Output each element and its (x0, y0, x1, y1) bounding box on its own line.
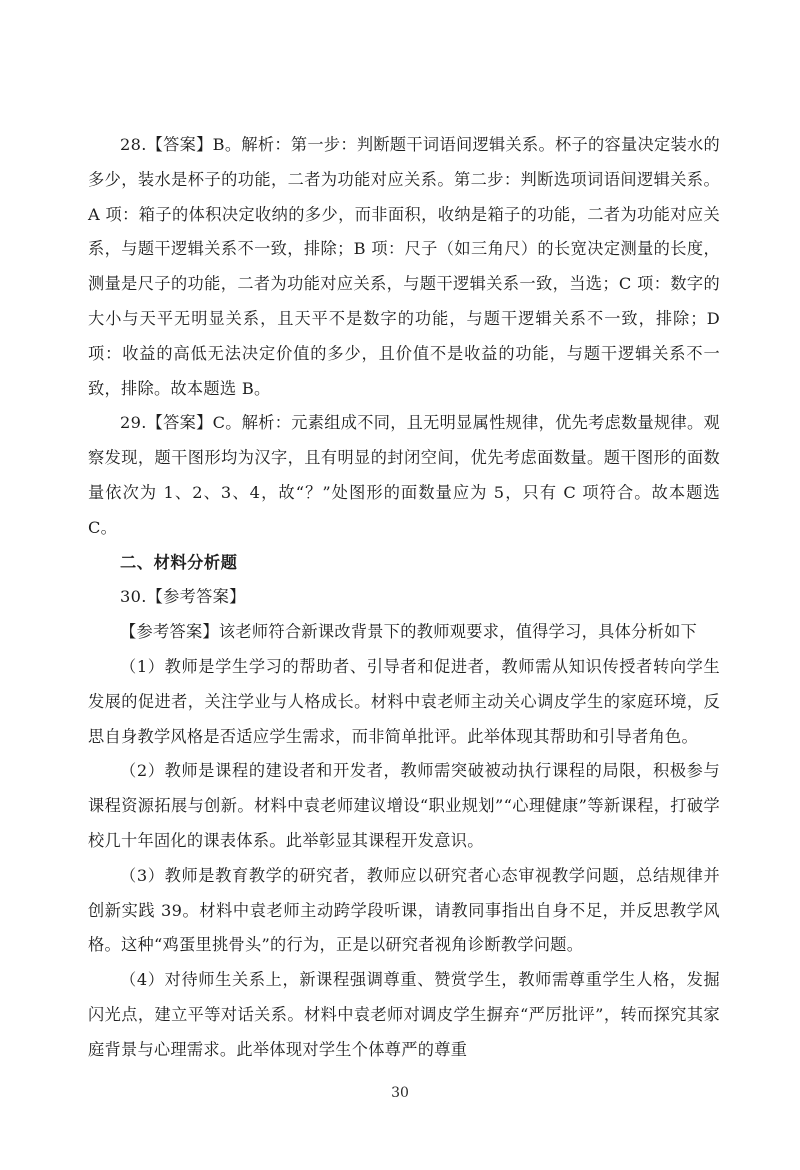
question-30-heading: 30.【参考答案】 (120, 587, 246, 607)
answer-point-3: （3）教师是教育教学的研究者，教师应以研究者心态审视教学问题，总结规律并创新实践 39。材料中袁老师主动跨学段听课，请教同事指出自身不足，并反思教学风格。这种“鸡蛋里挑骨头”的行为，正是以研究者视角诊断教学问题。 (88, 865, 720, 955)
answer-28-paragraph: 28.【答案】B。解析：第一步：判断题干词语间逻辑关系。杯子的容量决定装水的多少，装水是杯子的功能，二者为功能对应关系。第二步：判断选项词语间逻辑关系。A 项：箱子的体积决定收纳的多少，而非面积，收纳是箱子的功能，二者为功能对应关系，与题干逻辑关系不一致，排除；B 项：尺子（如三角尺）的长宽决定测量的长度，测量是尺子的功能，二者为功能对应关系，与题干逻辑关系一致，当选；C 项：数字的大小与天平无明显关系，且天平不是数字的功能，与题干逻辑关系不一致，排除；D 项：收益的高低无法决定价值的多少，且价值不是收益的功能，与题干逻辑关系不一致，排除。故本题选 B。 (88, 135, 720, 398)
section-heading-material-analysis: 二、材料分析题 (120, 552, 238, 572)
answer-point-1: （1）教师是学生学习的帮助者、引导者和促进者，教师需从知识传授者转向学生发展的促进者，关注学业与人格成长。材料中袁老师主动关心调皮学生的家庭环境，反思自身教学风格是否适应学生需求，而非简单批评。此举体现其帮助和引导者角色。 (88, 656, 720, 746)
answer-29-paragraph: 29.【答案】C。解析：元素组成不同，且无明显属性规律，优先考虑数量规律。观察发现，题干图形均为汉字，且有明显的封闭空间，优先考虑面数量。题干图形的面数量依次为 1、2、3、4，故“？”处图形的面数量应为 5，只有 C 项符合。故本题选 C。 (88, 413, 720, 537)
reference-answer-intro: 【参考答案】该老师符合新课改背景下的教师观要求，值得学习，具体分析如下 (120, 622, 698, 642)
page-content (88, 128, 720, 1068)
answer-point-4: （4）对待师生关系上，新课程强调尊重、赞赏学生，教师需尊重学生人格，发掘闪光点，建立平等对话关系。材料中袁老师对调皮学生摒弃“严厉批评”，转而探究其家庭背景与心理需求。此举体现对学生个体尊严的尊重 (88, 970, 720, 1059)
page-number: 30 (391, 1085, 409, 1101)
answer-point-2: （2）教师是课程的建设者和开发者，教师需突破被动执行课程的局限，积极参与课程资源拓展与创新。材料中袁老师建议增设“职业规划”“心理健康”等新课程，打破学校几十年固化的课表体系。此举彰显其课程开发意识。 (88, 761, 720, 850)
